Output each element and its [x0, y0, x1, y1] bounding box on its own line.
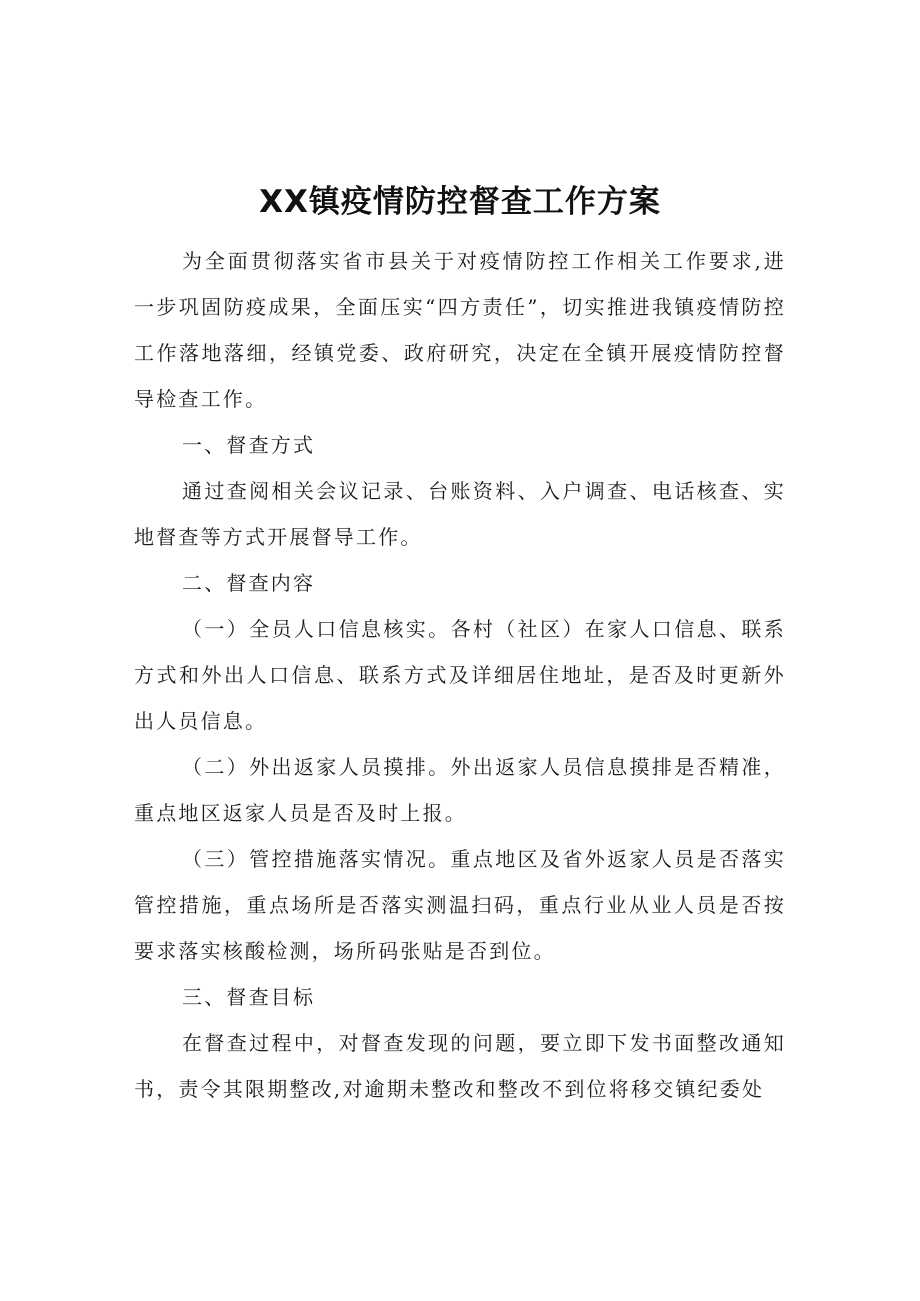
section-paragraph-goal: 在督查过程中，对督查发现的问题，要立即下发书面整改通知书，责令其限期整改,对逾期未整改和整改不到位将移交镇纪委处: [134, 1031, 786, 1101]
document-title: XX镇疫情防控督查工作方案: [259, 184, 661, 220]
content-item-1: （一）全员人口信息核实。各村（社区）在家人口信息、联系方式和外出人口信息、联系方式及详细居住地址，是否及时更新外出人员信息。: [134, 617, 786, 733]
intro-paragraph: 为全面贯彻落实省市县关于对疫情防控工作相关工作要求,进一步巩固防疫成果，全面压实“四方责任”，切实推进我镇疫情防控工作落地落细，经镇党委、政府研究，决定在全镇开展疫情防控督导检查工作。: [134, 249, 786, 411]
content-item-3: （三）管控措施落实情况。重点地区及省外返家人员是否落实管控措施，重点场所是否落实测温扫码，重点行业从业人员是否按要求落实核酸检测，场所码张贴是否到位。: [134, 847, 786, 963]
content-item-2: （二）外出返家人员摸排。外出返家人员信息摸排是否精准，重点地区返家人员是否及时上报。: [134, 755, 786, 825]
document-body: [134, 238, 786, 1112]
section-heading-1: 一、督查方式: [182, 433, 316, 457]
section-heading-3: 三、督查目标: [182, 985, 316, 1009]
section-paragraph-method: 通过查阅相关会议记录、台账资料、入户调查、电话核查、实地督查等方式开展督导工作。: [134, 479, 786, 549]
section-heading-2: 二、督查内容: [182, 571, 316, 595]
